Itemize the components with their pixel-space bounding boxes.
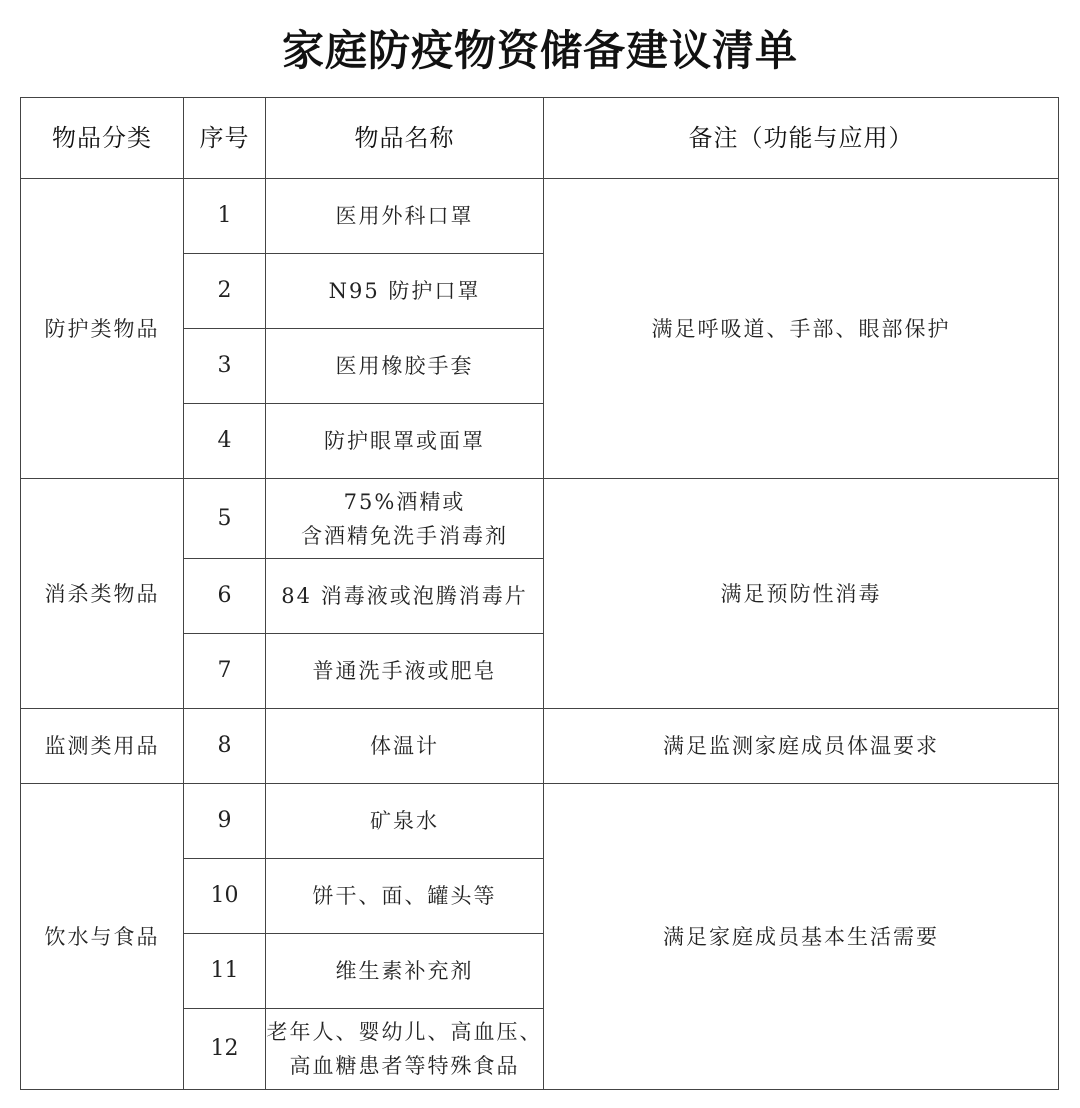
item-name bbox=[266, 479, 544, 559]
header-category: 物品分类 bbox=[21, 98, 184, 179]
page-title: 家庭防疫物资储备建议清单 bbox=[281, 26, 798, 75]
item-name-line: 84 消毒液或泡腾消毒片 bbox=[281, 584, 528, 608]
item-name bbox=[266, 1009, 544, 1090]
item-name-line: 防护眼罩或面罩 bbox=[324, 429, 485, 453]
item-number: 1 bbox=[184, 179, 266, 254]
item-name bbox=[266, 709, 544, 784]
category-cell: 饮水与食品 bbox=[21, 784, 184, 1090]
item-name-line: 医用外科口罩 bbox=[335, 204, 474, 228]
item-number: 3 bbox=[184, 329, 266, 404]
item-name-line: 普通洗手液或肥皂 bbox=[312, 659, 497, 683]
item-number: 2 bbox=[184, 254, 266, 329]
header-item-name: 物品名称 bbox=[266, 98, 544, 179]
item-name-line: 矿泉水 bbox=[370, 809, 439, 833]
item-name bbox=[266, 559, 544, 634]
item-name-line: 75%酒精或 bbox=[343, 489, 466, 514]
item-name-line: N95 防护口罩 bbox=[328, 279, 481, 303]
item-number: 5 bbox=[184, 479, 266, 559]
item-name-line: 含酒精免洗手消毒剂 bbox=[301, 523, 508, 548]
item-name bbox=[266, 784, 544, 859]
item-name-line: 饼干、面、罐头等 bbox=[312, 884, 497, 908]
item-name bbox=[266, 179, 544, 254]
item-name-line: 医用橡胶手套 bbox=[335, 354, 474, 378]
header-number: 序号 bbox=[184, 98, 266, 179]
category-cell: 监测类用品 bbox=[21, 709, 184, 784]
table-row bbox=[21, 709, 1059, 784]
category-cell: 防护类物品 bbox=[21, 179, 184, 479]
item-name-line: 体温计 bbox=[370, 734, 439, 758]
table-header-row bbox=[21, 98, 1059, 179]
note-cell: 满足监测家庭成员体温要求 bbox=[544, 709, 1059, 784]
item-name bbox=[266, 859, 544, 934]
item-number: 12 bbox=[184, 1009, 266, 1090]
item-name bbox=[266, 329, 544, 404]
item-number: 9 bbox=[184, 784, 266, 859]
item-number: 11 bbox=[184, 934, 266, 1009]
item-name bbox=[266, 254, 544, 329]
item-number: 8 bbox=[184, 709, 266, 784]
table-row bbox=[21, 784, 1059, 859]
item-name-line: 高血糖患者等特殊食品 bbox=[289, 1054, 520, 1078]
item-number: 7 bbox=[184, 634, 266, 709]
table-row bbox=[21, 479, 1059, 559]
item-name bbox=[266, 934, 544, 1009]
item-number: 10 bbox=[184, 859, 266, 934]
supplies-table bbox=[20, 97, 1059, 1090]
item-name-line: 老年人、婴幼儿、高血压、 bbox=[266, 1020, 543, 1044]
note-cell: 满足呼吸道、手部、眼部保护 bbox=[544, 179, 1059, 479]
table-row bbox=[21, 179, 1059, 254]
item-number: 4 bbox=[184, 404, 266, 479]
header-notes: 备注（功能与应用） bbox=[544, 98, 1059, 179]
note-cell: 满足家庭成员基本生活需要 bbox=[544, 784, 1059, 1090]
note-cell: 满足预防性消毒 bbox=[544, 479, 1059, 709]
category-cell: 消杀类物品 bbox=[21, 479, 184, 709]
item-name bbox=[266, 634, 544, 709]
item-name bbox=[266, 404, 544, 479]
item-number: 6 bbox=[184, 559, 266, 634]
item-name-line: 维生素补充剂 bbox=[335, 959, 474, 983]
